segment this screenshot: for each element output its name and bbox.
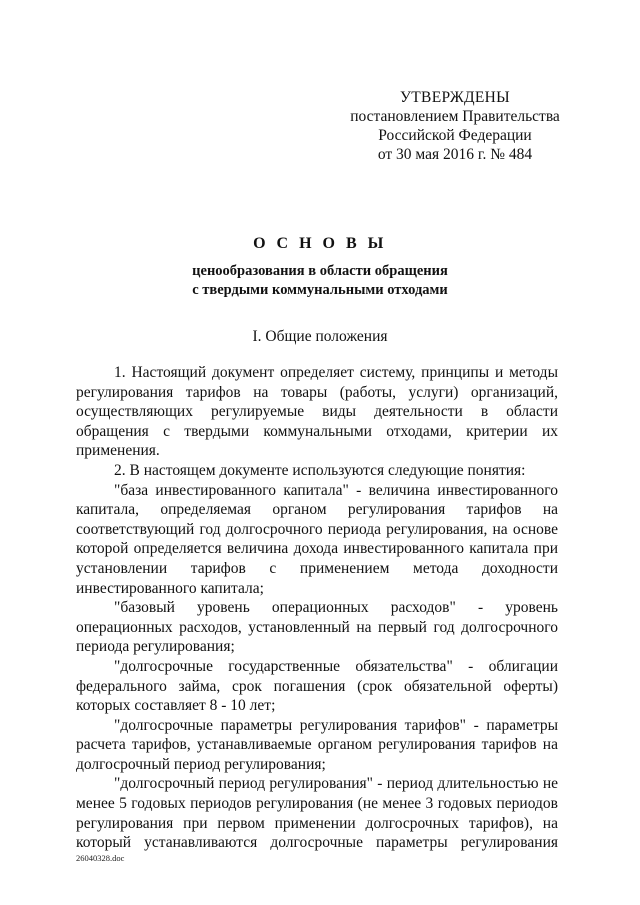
paragraph-1: 1. Настоящий документ определяет систему, принципы и методы регулирования тарифов на товары (работы, услуги) организаций, осуществляющих регулируемые виды деятельности в области обращения с твердыми коммунальными отходами, критерии их применения.: [76, 364, 558, 460]
paragraph-2: 2. В настоящем документе используются следующие понятия:: [114, 461, 526, 479]
paragraph-5: "долгосрочные государственные обязательства" - облигации федерального займа, срок погашения (срок обязательной оферты) которых составляет 8 - 10 лет;: [76, 657, 558, 715]
document-title: О С Н О В Ы: [253, 235, 387, 252]
subtitle-line-2: с твердыми коммунальными отходами: [192, 282, 448, 298]
document-body: [76, 363, 558, 853]
approval-title: УТВЕРЖДЕНЫ: [400, 89, 510, 106]
file-name-footer: 26040328.doc: [76, 853, 125, 863]
approval-line-2: Российской Федерации: [378, 127, 532, 144]
document-subtitle: [0, 262, 640, 300]
approval-line-3: от 30 мая 2016 г. № 484: [377, 146, 533, 163]
section-heading: I. Общие положения: [252, 328, 388, 345]
paragraph-7: "долгосрочный период регулирования" - период длительностью не менее 5 годовых периодов регулирования (не менее 3 годовых периодов регулирования при первом применении долгосрочных тарифов), на который устанавливаются долгосрочные параметры регулирования: [76, 775, 558, 852]
paragraph-6: "долгосрочные параметры регулирования тарифов" - параметры расчета тарифов, устанавливаемые органом регулирования тарифов на долгосрочный период регулирования;: [76, 716, 558, 773]
subtitle-line-1: ценообразования в области обращения: [192, 263, 448, 279]
paragraph-3: "база инвестированного капитала" - величина инвестированного капитала, определяемая органом регулирования тарифов на соответствующий год долгосрочного периода регулирования, на основе которой определяется величина дохода инвестированного капитала при установлении тарифов с применением метода доходности инвестированного капитала;: [76, 481, 558, 597]
approval-line-1: постановлением Правительства: [350, 108, 560, 125]
approval-block: [330, 88, 580, 164]
paragraph-4: "базовый уровень операционных расходов" - уровень операционных расходов, установленный на первый год долгосрочного периода регулирования;: [76, 599, 558, 656]
